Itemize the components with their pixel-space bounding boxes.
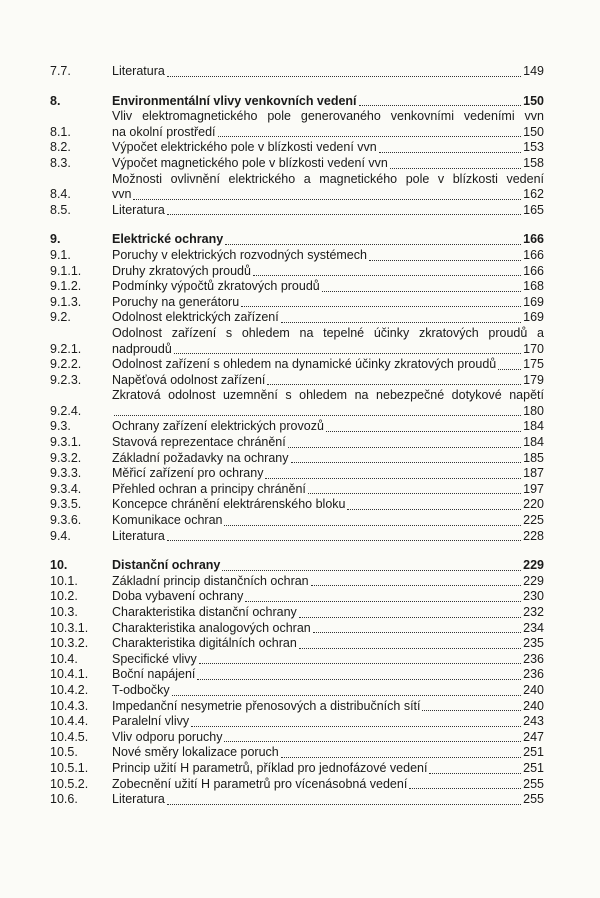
table-of-contents: [0, 64, 600, 808]
entry-number: 7.7.: [50, 64, 71, 78]
entry-page-number: 228: [523, 528, 544, 543]
entry-page-number: 166: [523, 263, 544, 278]
entry-number: 10.4.2.: [50, 682, 89, 697]
toc-entry: [0, 279, 600, 295]
entry-page-number: 162: [523, 187, 544, 202]
entry-title: Impedanční nesymetrie přenosových a distribučních sítí: [112, 698, 421, 713]
entry-body: [112, 777, 544, 793]
toc-entry: [0, 730, 600, 746]
entry-number: 10.4.4.: [50, 714, 89, 729]
entry-title: Doba vybavení ochrany: [112, 589, 244, 604]
dot-leader: [409, 788, 521, 789]
dot-leader: [167, 214, 521, 215]
entry-body: [112, 574, 544, 590]
entry-page-number: 229: [523, 558, 544, 573]
entry-number: 9.4.: [50, 528, 71, 543]
entry-body: [112, 605, 544, 621]
entry-page-number: 184: [523, 435, 544, 450]
entry-body: [112, 667, 544, 683]
entry-number: 9.1.2.: [50, 279, 82, 294]
toc-entry: [0, 357, 600, 373]
entry-number: 9.3.1.: [50, 435, 82, 450]
toc-entry: [0, 699, 600, 715]
entry-title: Zobecnění užití H parametrů pro vícenásobná vedení: [112, 776, 408, 791]
dot-leader: [288, 447, 521, 448]
entry-page-number: 247: [523, 729, 544, 744]
dot-leader: [245, 601, 521, 602]
entry-number: 8.1.: [50, 124, 71, 139]
toc-entry: [0, 326, 600, 357]
entry-page-number: 220: [523, 497, 544, 512]
entry-title: Vliv odporu poruchy: [112, 729, 223, 744]
entry-body: [112, 94, 544, 110]
entry-page-number: 166: [523, 232, 544, 247]
entry-page-number: 232: [523, 605, 544, 619]
entry-page-number: 243: [523, 714, 544, 729]
entry-title: Nové směry lokalizace poruch: [112, 745, 279, 760]
entry-number: 9.1.1.: [50, 263, 82, 278]
toc-chapter-entry: [0, 94, 600, 110]
entry-page-number: 225: [523, 513, 544, 528]
entry-title: Charakteristika digitálních ochran: [112, 636, 297, 651]
toc-entry: [0, 156, 600, 172]
entry-title: Distanční ochrany: [112, 558, 221, 573]
entry-body: [112, 326, 544, 357]
entry-body: [112, 558, 544, 574]
toc-entry: [0, 529, 600, 545]
entry-title: Komunikace ochran: [112, 513, 223, 528]
entry-body: [112, 482, 544, 498]
entry-number: 9.1.: [50, 247, 71, 262]
entry-title: Charakteristika distanční ochrany: [112, 605, 297, 619]
entry-title: Literatura: [112, 64, 165, 78]
dot-leader: [167, 804, 521, 805]
entry-body: [112, 683, 544, 699]
entry-body: [112, 497, 544, 513]
dot-leader: [299, 617, 521, 618]
entry-title: Zkratová odolnost uzemnění s ohledem na nebezpečné dotykové napětí: [112, 388, 544, 403]
entry-page-number: 251: [523, 760, 544, 775]
dot-leader: [224, 741, 521, 742]
entry-title: Stavová reprezentace chránění: [112, 435, 286, 450]
entry-title: T-odbočky: [112, 682, 170, 697]
entry-title: Paralelní vlivy: [112, 714, 190, 729]
dot-leader: [281, 322, 521, 323]
entry-page-number: 169: [523, 310, 544, 325]
dot-leader: [369, 260, 521, 261]
entry-body: [112, 466, 544, 482]
entry-body: [112, 279, 544, 295]
toc-entry: [0, 792, 600, 808]
entry-number: 10.1.: [50, 573, 78, 588]
entry-page-number: 185: [523, 450, 544, 465]
entry-number: 10.3.2.: [50, 636, 89, 651]
entry-title: Ochrany zařízení elektrických provozů: [112, 419, 324, 434]
entry-page-number: 197: [523, 481, 544, 496]
entry-body: [112, 451, 544, 467]
dot-leader: [224, 525, 521, 526]
dot-leader: [218, 136, 522, 137]
entry-page-number: 187: [523, 466, 544, 481]
dot-leader: [265, 478, 521, 479]
entry-title: Poruchy na generátoru: [112, 294, 240, 309]
entry-title: Literatura: [112, 792, 165, 807]
toc-entry: [0, 683, 600, 699]
entry-body: [112, 295, 544, 311]
entry-body: [112, 64, 544, 80]
entry-title: Podmínky výpočtů zkratových proudů: [112, 279, 320, 294]
entry-page-number: 255: [523, 776, 544, 791]
toc-entry: [0, 109, 600, 140]
entry-number: 10.2.: [50, 589, 78, 604]
entry-page-number: 236: [523, 667, 544, 682]
entry-number: 10.4.5.: [50, 729, 89, 744]
entry-title: Literatura: [112, 528, 165, 543]
entry-title: Environmentální vlivy venkovních vedení: [112, 93, 357, 108]
entry-page-number: 153: [523, 140, 544, 155]
entry-body: [112, 621, 544, 637]
dot-leader: [379, 152, 521, 153]
entry-title-continued: nadproudů: [112, 341, 172, 356]
entry-title: Možnosti ovlivnění elektrického a magnetického pole v blízkosti vedení: [112, 171, 544, 186]
dot-leader: [191, 726, 521, 727]
entry-title: Výpočet magnetického pole v blízkosti vedení vvn: [112, 155, 388, 170]
dot-leader: [133, 199, 521, 200]
toc-entry: [0, 310, 600, 326]
entry-body: [112, 513, 544, 529]
dot-leader: [114, 415, 521, 416]
toc-entry: [0, 388, 600, 419]
entry-body: [112, 156, 544, 172]
entry-page-number: 251: [523, 745, 544, 760]
entry-title: Charakteristika analogových ochran: [112, 620, 311, 635]
entry-number: 10.: [50, 558, 68, 573]
entry-body: [112, 388, 544, 419]
toc-entry: [0, 714, 600, 730]
entry-number: 8.4.: [50, 187, 71, 202]
entry-title: Měřicí zařízení pro ochrany: [112, 466, 264, 481]
toc-entry: [0, 248, 600, 264]
entry-number: 10.3.: [50, 605, 78, 619]
dot-leader: [253, 275, 521, 276]
entry-page-number: 165: [523, 202, 544, 217]
dot-leader: [267, 384, 521, 385]
entry-page-number: 169: [523, 294, 544, 309]
toc-entry: [0, 373, 600, 389]
entry-number: 10.5.2.: [50, 776, 89, 791]
entry-page-number: 184: [523, 419, 544, 434]
dot-leader: [167, 76, 521, 77]
entry-body: [112, 357, 544, 373]
entry-number: 8.5.: [50, 202, 71, 217]
entry-number: 10.6.: [50, 792, 78, 807]
entry-page-number: 166: [523, 247, 544, 262]
entry-number: 9.3.6.: [50, 513, 82, 528]
dot-leader: [347, 509, 521, 510]
entry-title: Specifické vlivy: [112, 651, 197, 666]
entry-number: 10.5.: [50, 745, 78, 760]
entry-page-number: 240: [523, 698, 544, 713]
dot-leader: [225, 244, 521, 245]
toc-chapter-entry: [0, 558, 600, 574]
toc-entry: [0, 574, 600, 590]
entry-page-number: 180: [523, 403, 544, 418]
dot-leader: [308, 493, 521, 494]
entry-body: [112, 745, 544, 761]
entry-title: Odolnost elektrických zařízení: [112, 310, 279, 325]
entry-title: Odolnost zařízení s ohledem na tepelné účinky zkratových proudů a: [112, 325, 544, 340]
entry-page-number: 230: [523, 589, 544, 604]
entry-title: Koncepce chránění elektrárenského bloku: [112, 497, 346, 512]
entry-body: [112, 714, 544, 730]
entry-body: [112, 419, 544, 435]
entry-page-number: 150: [523, 93, 544, 108]
toc-entry: [0, 761, 600, 777]
dot-leader: [311, 585, 522, 586]
dot-leader: [167, 540, 521, 541]
entry-body: [112, 232, 544, 248]
entry-page-number: 149: [523, 64, 544, 78]
toc-entry: [0, 652, 600, 668]
entry-body: [112, 652, 544, 668]
entry-continuation: [112, 125, 544, 141]
toc-entry: [0, 745, 600, 761]
entry-number: 9.3.: [50, 419, 71, 434]
toc-entry: [0, 419, 600, 435]
entry-body: [112, 140, 544, 156]
entry-title: Napěťová odolnost zařízení: [112, 372, 266, 387]
toc-entry: [0, 203, 600, 219]
entry-number: 9.2.: [50, 310, 71, 325]
dot-leader: [174, 353, 521, 354]
entry-title: Výpočet elektrického pole v blízkosti vedení vvn: [112, 140, 377, 155]
toc-entry: [0, 621, 600, 637]
entry-number: 9.3.4.: [50, 481, 82, 496]
entry-title: Odolnost zařízení s ohledem na dynamické účinky zkratových proudů: [112, 357, 497, 372]
toc-entry: [0, 295, 600, 311]
toc-entry: [0, 64, 600, 80]
dot-leader: [429, 773, 521, 774]
toc-chapter-entry: [0, 232, 600, 248]
entry-body: [112, 636, 544, 652]
entry-number: 10.3.1.: [50, 620, 89, 635]
entry-title: Poruchy v elektrických rozvodných systémech: [112, 247, 367, 262]
toc-entry: [0, 482, 600, 498]
toc-entry: [0, 636, 600, 652]
entry-body: [112, 792, 544, 808]
entry-body: [112, 109, 544, 140]
entry-body: [112, 529, 544, 545]
entry-body: [112, 589, 544, 605]
entry-number: 10.4.: [50, 651, 78, 666]
entry-number: 9.: [50, 232, 61, 247]
dot-leader: [390, 168, 521, 169]
entry-title: Základní požadavky na ochrany: [112, 450, 289, 465]
entry-number: 10.5.1.: [50, 760, 89, 775]
toc-entry: [0, 435, 600, 451]
entry-page-number: 150: [523, 124, 544, 139]
entry-page-number: 179: [523, 372, 544, 387]
entry-title: Přehled ochran a principy chránění: [112, 481, 306, 496]
toc-entry: [0, 777, 600, 793]
entry-continuation: [112, 187, 544, 203]
entry-body: [112, 373, 544, 389]
dot-leader: [422, 710, 521, 711]
entry-body: [112, 435, 544, 451]
entry-body: [112, 203, 544, 219]
toc-entry: [0, 513, 600, 529]
dot-leader: [291, 462, 522, 463]
entry-title: Boční napájení: [112, 667, 196, 682]
entry-title: Elektrické ochrany: [112, 232, 224, 247]
entry-title: Princip užití H parametrů, příklad pro jednofázové vedení: [112, 760, 428, 775]
entry-number: 9.3.5.: [50, 497, 82, 512]
dot-leader: [313, 632, 521, 633]
entry-continuation: [112, 404, 544, 420]
entry-page-number: 158: [523, 155, 544, 170]
entry-number: 10.4.1.: [50, 667, 89, 682]
entry-page-number: 240: [523, 682, 544, 697]
toc-entry: [0, 605, 600, 621]
entry-page-number: 255: [523, 792, 544, 807]
entry-number: 9.3.2.: [50, 450, 82, 465]
dot-leader: [281, 757, 521, 758]
entry-title: Základní princip distančních ochran: [112, 573, 309, 588]
dot-leader: [241, 306, 521, 307]
entry-body: [112, 172, 544, 203]
entry-body: [112, 248, 544, 264]
entry-number: 9.1.3.: [50, 294, 82, 309]
entry-number: 9.2.4.: [50, 403, 82, 418]
dot-leader: [197, 679, 521, 680]
entry-title: Literatura: [112, 202, 165, 217]
dot-leader: [172, 695, 521, 696]
entry-page-number: 235: [523, 636, 544, 651]
entry-body: [112, 310, 544, 326]
dot-leader: [222, 570, 521, 571]
dot-leader: [199, 663, 521, 664]
entry-number: 9.2.2.: [50, 357, 82, 372]
toc-entry: [0, 589, 600, 605]
dot-leader: [359, 105, 522, 106]
entry-number: 10.4.3.: [50, 698, 89, 713]
entry-number: 9.2.1.: [50, 341, 82, 356]
entry-page-number: 229: [523, 573, 544, 588]
entry-page-number: 236: [523, 651, 544, 666]
dot-leader: [498, 369, 521, 370]
toc-entry: [0, 667, 600, 683]
toc-entry: [0, 466, 600, 482]
dot-leader: [326, 431, 521, 432]
entry-number: 8.3.: [50, 155, 71, 170]
toc-entry: [0, 264, 600, 280]
entry-page-number: 170: [523, 341, 544, 356]
entry-number: 8.2.: [50, 140, 71, 155]
entry-page-number: 234: [523, 620, 544, 635]
entry-body: [112, 264, 544, 280]
toc-entry: [0, 451, 600, 467]
dot-leader: [299, 648, 521, 649]
entry-body: [112, 761, 544, 777]
entry-title-continued: na okolní prostředí: [112, 124, 216, 139]
entry-title: Vliv elektromagnetického pole generovaného venkovními vedeními vvn: [112, 109, 544, 124]
entry-body: [112, 730, 544, 746]
entry-title: Druhy zkratových proudů: [112, 263, 251, 278]
entry-page-number: 175: [523, 357, 544, 372]
toc-entry: [0, 172, 600, 203]
entry-title-continued: vvn: [112, 187, 132, 202]
entry-number: 9.3.3.: [50, 466, 82, 481]
entry-continuation: [112, 342, 544, 358]
entry-page-number: 168: [523, 279, 544, 294]
dot-leader: [322, 291, 521, 292]
entry-number: 8.: [50, 93, 61, 108]
entry-number: 9.2.3.: [50, 372, 82, 387]
toc-entry: [0, 140, 600, 156]
entry-body: [112, 699, 544, 715]
toc-entry: [0, 497, 600, 513]
